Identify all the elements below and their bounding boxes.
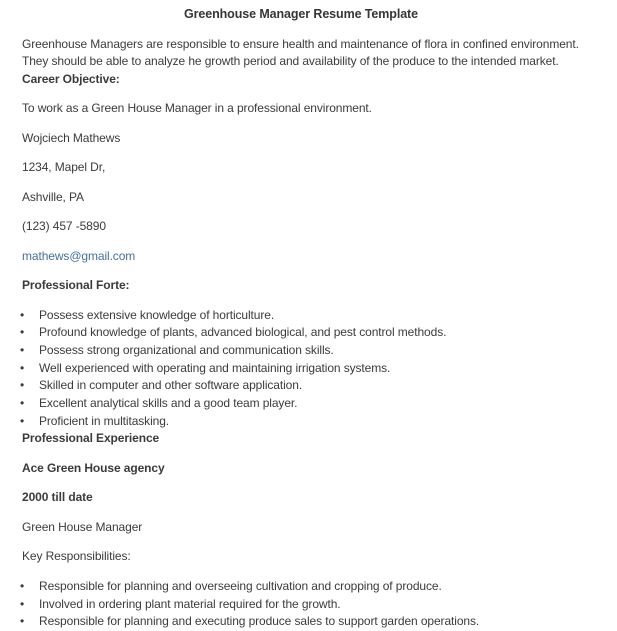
forte-list — [22, 307, 580, 431]
responsibilities-list — [22, 578, 580, 631]
forte-list-item: • Profound knowledge of plants, advanced biological, and pest control methods. — [39, 324, 580, 342]
forte-list-item: • Excellent analytical skills and a good team player. — [39, 395, 580, 413]
objective-text: To work as a Green House Manager in a professional environment. — [22, 101, 372, 115]
forte-list-item: • Skilled in computer and other software application. — [39, 377, 580, 395]
experience-duration: 2000 till date — [22, 490, 93, 505]
contact-address-line2: Ashville, PA — [22, 189, 84, 204]
contact-email-line — [22, 248, 580, 266]
responsibility-list-item: • Responsible for planning and executing produce sales to support garden operations. — [39, 613, 580, 631]
contact-phone: (123) 457 -5890 — [22, 219, 106, 233]
experience-company: Ace Green House agency — [22, 460, 165, 475]
forte-heading: Professional Forte: — [22, 278, 130, 292]
responsibilities-label: Key Responsibilities: — [22, 549, 131, 564]
experience-role: Green House Manager — [22, 519, 143, 534]
intro-paragraph — [22, 36, 580, 89]
intro-text: Greenhouse Managers are responsible to ensure health and maintenance of flora in confined environment. They should be able to analyze he growth period and availability of the produce to the intended market. — [22, 36, 579, 68]
contact-address-line1: 1234, Mapel Dr, — [22, 160, 106, 174]
forte-list-item: • Well experienced with operating and maintaining irrigation systems. — [39, 360, 580, 378]
contact-name: Wojciech Mathews — [22, 130, 121, 145]
forte-list-item: • Proficient in multitasking. — [39, 413, 580, 431]
document-title: Greenhouse Manager Resume Template — [184, 7, 418, 21]
email-link[interactable]: mathews@gmail.com — [22, 248, 136, 263]
responsibility-list-item: • Involved in ordering plant material required for the growth. — [39, 596, 580, 614]
forte-list-item: • Possess strong organizational and communication skills. — [39, 342, 580, 360]
forte-list-item: • Possess extensive knowledge of horticulture. — [39, 307, 580, 325]
experience-heading: Professional Experience — [22, 431, 160, 446]
career-objective-label: Career Objective: — [22, 71, 120, 86]
responsibility-list-item: • Responsible for planning and overseeing cultivation and cropping of produce. — [39, 578, 580, 596]
